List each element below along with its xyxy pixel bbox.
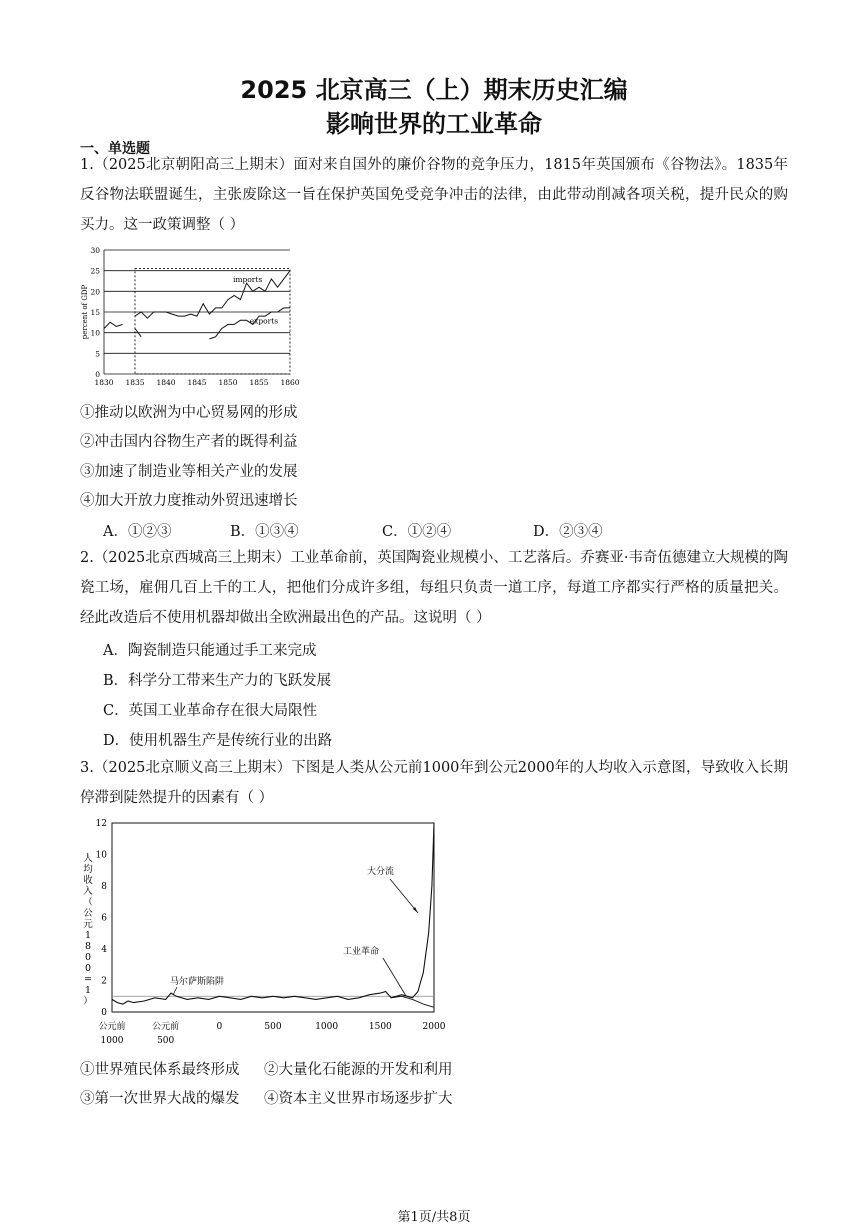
y-axis-label: percent of GDP [81,284,89,340]
x-tick-label-0: 公元前 [98,1022,126,1032]
y-axis-label-char-13: ） [83,996,93,1007]
q1-statement-2: ②冲击国内谷物生产者的既得利益 [80,434,298,450]
legend-exports: exports [249,316,279,326]
income-chart [78,813,450,1051]
x-tick-label-1: 公元前 [152,1022,180,1032]
x-tick-label-1-year: 500 [157,1036,175,1046]
y-axis-label-char-8: 8 [84,941,92,952]
section-label: 一、单选题 [80,141,150,157]
y-tick-label-6: 12 [95,819,107,829]
y-tick-label-3: 6 [101,913,107,924]
series-imports-line-0 [104,322,123,328]
x-tick-label-5: 1855 [249,378,269,387]
question-2-stem: 2.（2025北京西城高三上期末）工业革命前，英国陶瓷业规模小、工艺落后。乔赛亚·韦奇伍德建立大规模的陶瓷工场，雇佣几百上千的工人，把他们分成许多组，每组只负责一道工序，每道工序都实行严格的质量把关。经此改造后不使用机器却做出全欧洲最出色的产品。这说明（ ） [80,550,788,626]
annotation-industrial-revolution: 工业革命 [343,947,380,957]
plot-frame [112,823,434,1012]
y-axis-label-char-9: 0 [84,952,92,963]
q3-statement-4: ④资本主义世界市场逐步扩大 [264,1091,453,1107]
legend-imports: imports [232,275,263,285]
malthus-pointer [173,987,177,995]
q1-statement-4: ④加大开放力度推动外贸迅速增长 [80,493,298,509]
x-tick-label-2: 1840 [156,378,176,387]
x-tick-label-2: 0 [216,1022,223,1032]
x-tick-label-6: 1860 [280,378,300,387]
x-tick-label-3: 1845 [187,378,207,387]
q3-statement-3: ③第一次世界大战的爆发 [80,1091,240,1107]
y-axis-label-char-6: 元 [83,919,93,930]
y-tick-label-1: 5 [95,349,100,359]
q2-option-c[interactable]: C．英国工业革命存在很大局限性 [103,703,318,719]
y-tick-label-3: 15 [90,308,100,317]
y-axis-label-char-10: 0 [84,963,92,974]
q3-statement-2: ②大量化石能源的开发和利用 [264,1062,453,1078]
q3-statement-1: ①世界殖民体系最终形成 [80,1062,240,1078]
y-tick-label-0: 0 [95,370,100,379]
question-3-stem: 3.（2025北京顺义高三上期末）下图是人类从公元前1000年到公元2000年的人均收入示意图，导致收入长期停滞到陡然提升的因素有（ ） [80,760,788,806]
x-tick-label-4: 1000 [315,1022,339,1032]
x-tick-label-4: 1850 [218,378,238,387]
q1-option-a[interactable]: A．①②③ [103,524,172,540]
document-title: 2025 北京高三（上）期末历史汇编 [240,76,628,104]
x-tick-label-5: 1500 [368,1022,392,1032]
y-axis-label-char-7: 1 [84,930,92,941]
y-axis-label-char-4: （ [83,897,93,908]
trade-chart [78,242,308,392]
y-tick-label-6: 30 [90,246,100,255]
income-series-0 [112,823,434,1004]
document-subtitle: 影响世界的工业革命 [326,110,542,138]
annotation-great-divergence: 大分流 [367,867,395,877]
q2-option-b[interactable]: B．科学分工带来生产力的飞跃发展 [103,673,332,689]
y-tick-label-2: 4 [101,945,107,955]
y-axis-label-char-12: 1 [84,985,92,996]
y-tick-label-4: 8 [101,882,107,892]
y-axis-label-char-2: 收 [83,875,93,886]
x-tick-label-6: 2000 [422,1022,446,1032]
q1-option-c[interactable]: C．①②④ [382,524,452,540]
y-tick-label-2: 10 [90,328,100,338]
q2-option-a[interactable]: A．陶瓷制造只能通过手工来完成 [103,643,317,659]
page-footer: 第1页/共8页 [397,1210,471,1225]
x-tick-label-0: 1830 [94,378,114,387]
x-tick-label-0-year: 1000 [100,1036,124,1046]
x-tick-label-3: 500 [264,1022,282,1032]
y-axis-label-char-1: 均 [83,864,93,875]
divergence-pointer [390,879,418,913]
y-axis-label-char-5: 公 [83,908,93,919]
q1-option-d[interactable]: D．②③④ [533,524,603,540]
question-1-stem: 1.（2025北京朝阳高三上期末）面对来自国外的廉价谷物的竞争压力，1815年英国颁布《谷物法》。1835年反谷物法联盟诞生，主张废除这一旨在保护英国免受竞争冲击的法律，由此带动削减各项关税，提升民众的购买力。这一政策调整（ ） [80,157,788,233]
y-tick-label-4: 20 [90,287,100,297]
q1-option-b[interactable]: B．①③④ [230,524,299,540]
series-imports-line-1 [135,271,290,319]
y-axis-label-char-3: 入 [83,886,93,897]
x-tick-label-1: 1835 [125,378,145,387]
y-tick-label-0: 0 [101,1008,107,1018]
annotation-malthus-trap: 马尔萨斯陷阱 [170,977,225,987]
y-tick-label-5: 25 [90,266,100,276]
industrial-pointer [383,958,406,996]
q1-statement-1: ①推动以欧洲为中心贸易网的形成 [80,405,298,421]
y-tick-label-5: 10 [95,850,107,861]
y-tick-label-1: 2 [101,976,107,987]
y-axis-label-char-11: = [84,974,92,985]
q1-statement-3: ③加速了制造业等相关产业的发展 [80,464,298,480]
q2-option-d[interactable]: D．使用机器生产是传统行业的出路 [103,733,333,749]
y-axis-label-char-0: 人 [83,853,93,864]
